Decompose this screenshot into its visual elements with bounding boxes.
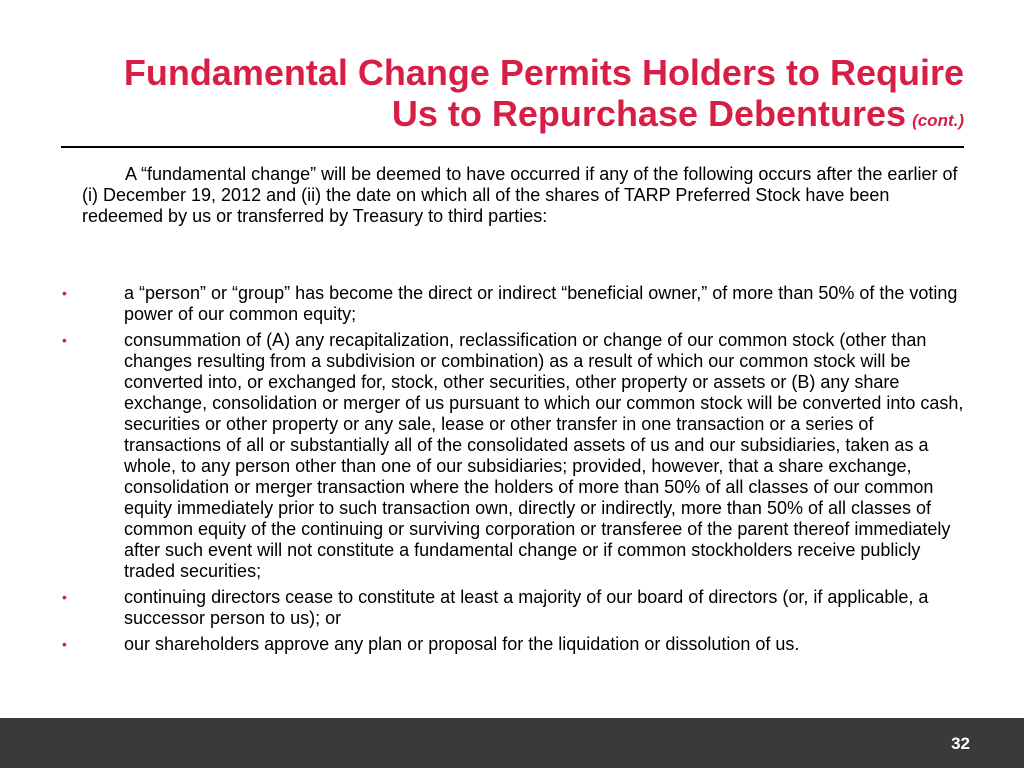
bullet-text: continuing directors cease to constitute at least a majority of our board of directors (or, if applicable, a successor person to us); or [124, 587, 929, 628]
title-line-1: Fundamental Change Permits Holders to Require [123, 52, 964, 93]
list-item [62, 330, 964, 582]
title-cont-label: (cont.) [912, 111, 964, 130]
list-item [62, 283, 964, 325]
slide-title [44, 52, 964, 141]
bullet-icon: • [62, 589, 67, 605]
bullet-icon: • [62, 636, 67, 652]
bullet-icon: • [62, 332, 67, 348]
title-divider [61, 146, 964, 148]
list-item [62, 634, 964, 655]
bullet-text: our shareholders approve any plan or proposal for the liquidation or dissolution of us. [124, 634, 800, 654]
bullet-list [62, 283, 964, 660]
bullet-text: consummation of (A) any recapitalization, reclassification or change of our common stock (other than changes resulting from a subdivision or combination) as a result of which our common stock will be converted into, or exchanged for, stock, other securities, other property or assets or (B) any share exchange, consolidation or merger of us pursuant to which our common stock will be converted into cash, securities or other property or any sale, lease or other transfer in one transaction or a series of transactions of all or substantially all of the consolidated assets of us and our subsidiaries, taken as a whole, to any person other than one of our subsidiaries; provided, however, that a share exchange, consolidation or merger transaction where the holders of more than 50% of all classes of our common equity immediately prior to such transaction own, directly or indirectly, more than 50% of all classes of common equity of the continuing or surviving corporation or transferee of the parent thereof immediately after such event will not constitute a fundamental change or if common stockholders receive publicly traded securities; [124, 330, 964, 581]
bullet-icon: • [62, 285, 67, 301]
title-line-2: Us to Repurchase Debentures [391, 93, 907, 134]
intro-paragraph: A “fundamental change” will be deemed to have occurred if any of the following occurs after the earlier of (i) December 19, 2012 and (ii) the date on which all of the shares of TARP Preferred Stock have been redeemed by us or transferred by Treasury to third parties: [82, 164, 958, 226]
page-number: 32 [951, 734, 970, 753]
footer-bar [0, 718, 1024, 768]
bullet-text: a “person” or “group” has become the direct or indirect “beneficial owner,” of more than 50% of the voting power of our common equity; [124, 283, 958, 324]
list-item [62, 587, 964, 629]
